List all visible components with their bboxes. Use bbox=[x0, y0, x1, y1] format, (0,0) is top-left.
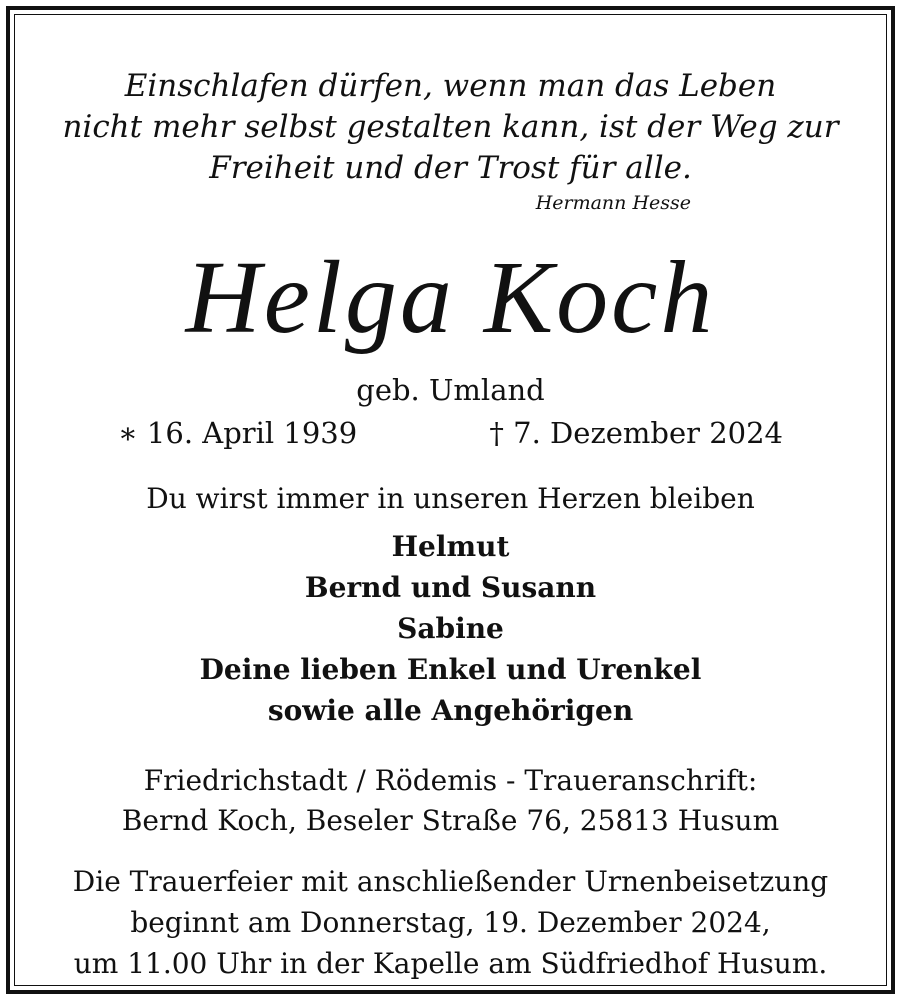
dedication-line: Du wirst immer in unseren Herzen bleiben bbox=[146, 482, 755, 515]
family-list bbox=[20, 526, 881, 731]
maiden-name: geb. Umland bbox=[356, 373, 545, 407]
address-line: Bernd Koch, Beseler Straße 76, 25813 Husum bbox=[121, 804, 780, 837]
funeral-line: beginnt am Donnerstag, 19. Dezember 2024, bbox=[130, 906, 771, 939]
obituary-notice bbox=[20, 20, 881, 980]
funeral-details bbox=[20, 861, 881, 984]
deceased-name: Helga Koch bbox=[185, 240, 716, 355]
life-dates bbox=[118, 416, 783, 450]
quote-line: Einschlafen dürfen, wenn man das Leben bbox=[124, 68, 777, 104]
death-date: † 7. Dezember 2024 bbox=[489, 416, 783, 450]
family-member: Sabine bbox=[397, 612, 504, 645]
funeral-line: Die Trauerfeier mit anschließender Urnenbeisetzung bbox=[72, 865, 829, 898]
address-line: Friedrichstadt / Rödemis - Traueranschrift: bbox=[143, 764, 758, 797]
family-member: Helmut bbox=[391, 530, 510, 563]
quote bbox=[20, 66, 881, 189]
quote-line: Freiheit und der Trost für alle. bbox=[209, 150, 692, 186]
quote-line: nicht mehr selbst gestalten kann, ist der Weg zur bbox=[62, 109, 839, 145]
family-member: Deine lieben Enkel und Urenkel bbox=[199, 653, 702, 686]
mourning-address bbox=[20, 761, 881, 841]
quote-author: Hermann Hesse bbox=[535, 192, 691, 214]
birth-date: ∗ 16. April 1939 bbox=[118, 416, 358, 450]
family-member: sowie alle Angehörigen bbox=[267, 694, 634, 727]
funeral-line: um 11.00 Uhr in der Kapelle am Südfriedhof Husum. bbox=[73, 947, 828, 980]
family-member: Bernd und Susann bbox=[304, 571, 597, 604]
